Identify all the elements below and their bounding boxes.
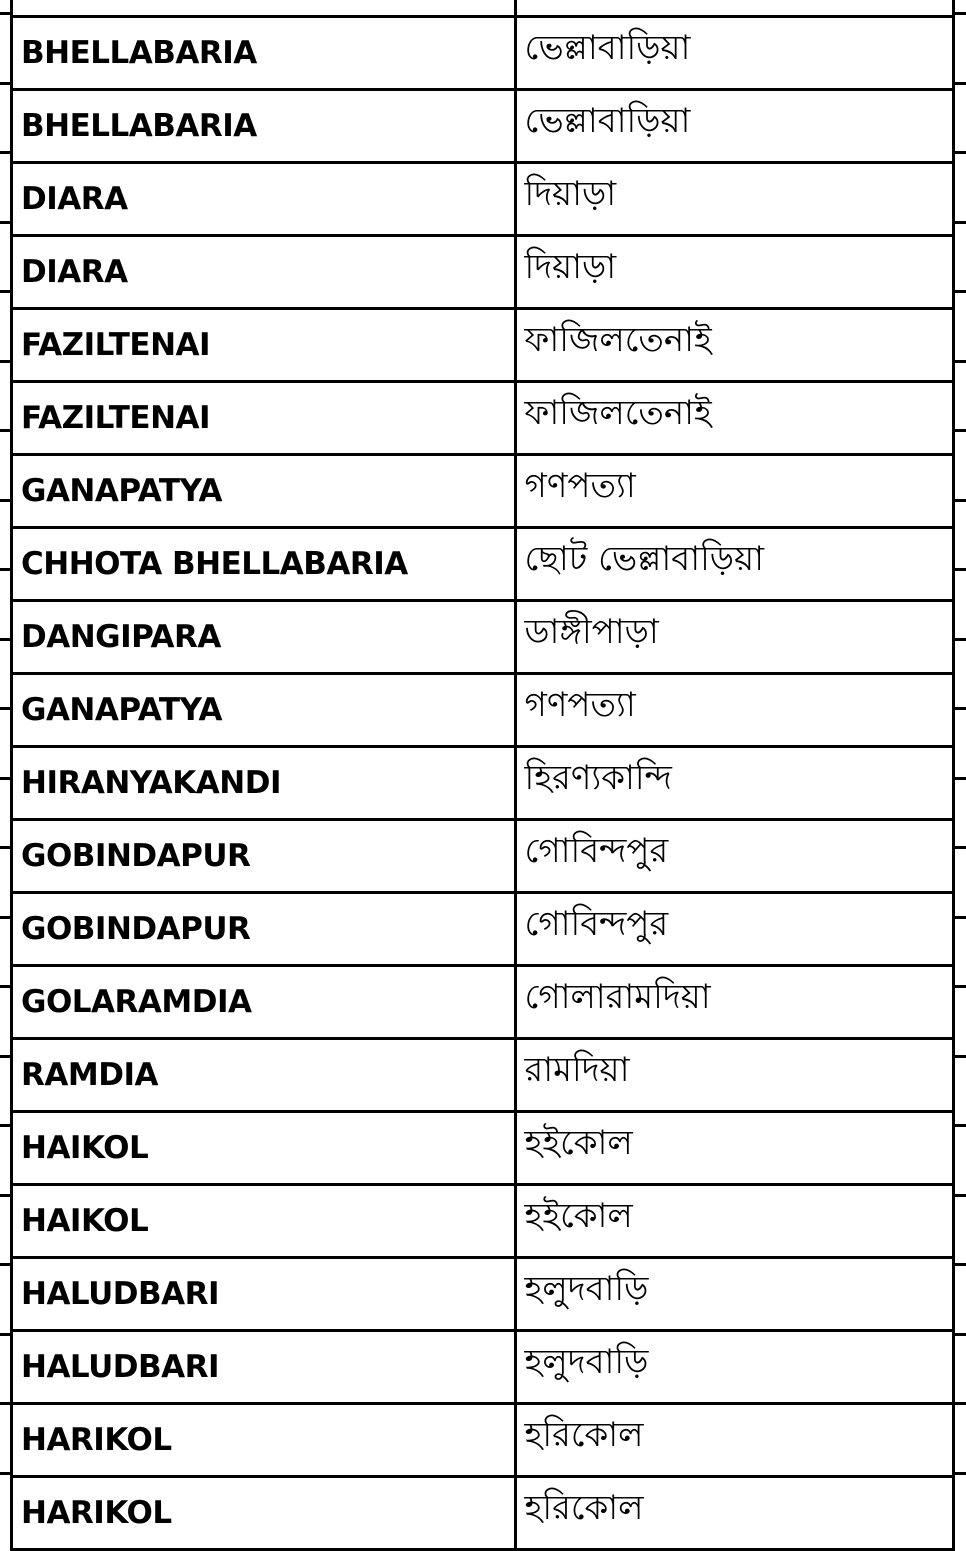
- row-line-extension: [0, 429, 10, 432]
- table-row: [12, 236, 954, 309]
- village-name-english: GOBINDAPUR: [12, 820, 516, 893]
- village-name-bengali: ফাজিলতেনাই: [515, 309, 953, 382]
- table-row: [12, 17, 954, 90]
- table-row: [12, 455, 954, 528]
- row-line-extension: [0, 1194, 10, 1197]
- row-line-extension: [0, 568, 10, 571]
- table-row: [12, 1331, 954, 1404]
- village-name-english: RAMDIA: [12, 1039, 516, 1112]
- table-row: [12, 820, 954, 893]
- village-name-bengali: গণপত্যা: [515, 674, 953, 747]
- row-line-extension: [955, 151, 966, 154]
- village-name-english: FAZILTENAI: [12, 309, 516, 382]
- row-line-extension: [0, 1333, 10, 1336]
- header-cell-en: [12, 0, 516, 17]
- row-line-extension: [955, 360, 966, 363]
- left-column-edge: [0, 0, 10, 1472]
- table-row: [12, 1404, 954, 1477]
- village-name-bengali: দিয়াড়া: [515, 236, 953, 309]
- village-name-english: CHHOTA BHELLABARIA: [12, 528, 516, 601]
- row-line-extension: [955, 777, 966, 780]
- village-name-english: GOBINDAPUR: [12, 893, 516, 966]
- table-row: [12, 528, 954, 601]
- village-name-english: HIRANYAKANDI: [12, 747, 516, 820]
- village-name-bengali: ভেল্লাবাড়িয়া: [515, 90, 953, 163]
- village-name-english: DANGIPARA: [12, 601, 516, 674]
- row-line-extension: [0, 985, 10, 988]
- table-row: [12, 1477, 954, 1550]
- table-row: [12, 309, 954, 382]
- row-line-extension: [955, 1402, 966, 1405]
- village-name-english: DIARA: [12, 236, 516, 309]
- table-row: [12, 747, 954, 820]
- table-row: [12, 1112, 954, 1185]
- village-name-english: BHELLABARIA: [12, 90, 516, 163]
- village-name-english: DIARA: [12, 163, 516, 236]
- row-line-extension: [0, 290, 10, 293]
- village-name-bengali: গোবিন্দপুর: [515, 820, 953, 893]
- header-cell-bn: [515, 0, 953, 17]
- village-name-bengali: হলুদবাড়ি: [515, 1331, 953, 1404]
- village-name-english: GOLARAMDIA: [12, 966, 516, 1039]
- table-row: [12, 90, 954, 163]
- village-name-bengali: ছোট ভেল্লাবাড়িয়া: [515, 528, 953, 601]
- village-name-bengali: হরিকোল: [515, 1404, 953, 1477]
- row-line-extension: [0, 846, 10, 849]
- village-name-bengali: ডাঙ্গীপাড়া: [515, 601, 953, 674]
- row-line-extension: [0, 221, 10, 224]
- table-row: [12, 1185, 954, 1258]
- village-name-english: BHELLABARIA: [12, 17, 516, 90]
- village-name-english: FAZILTENAI: [12, 382, 516, 455]
- row-line-extension: [955, 499, 966, 502]
- table-row: [12, 966, 954, 1039]
- village-name-bengali: ভেল্লাবাড়িয়া: [515, 17, 953, 90]
- row-line-extension: [0, 638, 10, 641]
- row-line-extension: [0, 777, 10, 780]
- row-line-extension: [955, 638, 966, 641]
- row-line-extension: [955, 568, 966, 571]
- table-row: [12, 382, 954, 455]
- row-line-extension: [955, 82, 966, 85]
- row-line-extension: [955, 916, 966, 919]
- village-name-bengali: ফাজিলতেনাই: [515, 382, 953, 455]
- village-name-english: HARIKOL: [12, 1477, 516, 1550]
- row-line-extension: [0, 1263, 10, 1266]
- village-name-english: GANAPATYA: [12, 674, 516, 747]
- village-name-bengali: হলুদবাড়ি: [515, 1258, 953, 1331]
- table-row: [12, 163, 954, 236]
- row-line-extension: [0, 360, 10, 363]
- row-line-extension: [955, 846, 966, 849]
- village-name-bengali: হইকোল: [515, 1185, 953, 1258]
- village-name-bengali: রামদিয়া: [515, 1039, 953, 1112]
- table-row: [12, 674, 954, 747]
- table-row: [12, 893, 954, 966]
- row-line-extension: [955, 1124, 966, 1127]
- row-line-extension: [0, 916, 10, 919]
- table-row: [12, 1039, 954, 1112]
- table-header-fragment: [12, 0, 954, 17]
- village-name-table: [10, 0, 955, 1551]
- row-line-extension: [955, 1055, 966, 1058]
- row-line-extension: [955, 985, 966, 988]
- row-line-extension: [955, 1263, 966, 1266]
- table-row: [12, 601, 954, 674]
- row-line-extension: [955, 429, 966, 432]
- village-name-bengali: হইকোল: [515, 1112, 953, 1185]
- row-line-extension: [0, 1055, 10, 1058]
- village-name-english: HAIKOL: [12, 1112, 516, 1185]
- row-line-extension: [955, 1333, 966, 1336]
- village-name-bengali: গণপত্যা: [515, 455, 953, 528]
- row-line-extension: [955, 707, 966, 710]
- village-name-bengali: দিয়াড়া: [515, 163, 953, 236]
- table-row: [12, 1258, 954, 1331]
- row-line-extension: [955, 221, 966, 224]
- row-line-extension: [0, 12, 10, 15]
- row-line-extension: [955, 1472, 966, 1475]
- village-name-english: HALUDBARI: [12, 1331, 516, 1404]
- row-line-extension: [0, 151, 10, 154]
- row-line-extension: [955, 1194, 966, 1197]
- village-name-english: HARIKOL: [12, 1404, 516, 1477]
- row-line-extension: [955, 290, 966, 293]
- row-line-extension: [0, 1472, 10, 1475]
- row-line-extension: [0, 707, 10, 710]
- village-name-bengali: গোলারামদিয়া: [515, 966, 953, 1039]
- village-name-bengali: হিরণ্যকান্দি: [515, 747, 953, 820]
- row-line-extension: [0, 499, 10, 502]
- row-line-extension: [955, 12, 966, 15]
- village-name-bengali: হরিকোল: [515, 1477, 953, 1550]
- row-line-extension: [0, 82, 10, 85]
- village-name-bengali: গোবিন্দপুর: [515, 893, 953, 966]
- right-column-edge: [955, 0, 966, 1472]
- row-line-extension: [0, 1402, 10, 1405]
- village-name-english: HAIKOL: [12, 1185, 516, 1258]
- village-name-english: HALUDBARI: [12, 1258, 516, 1331]
- village-name-english: GANAPATYA: [12, 455, 516, 528]
- row-line-extension: [0, 1124, 10, 1127]
